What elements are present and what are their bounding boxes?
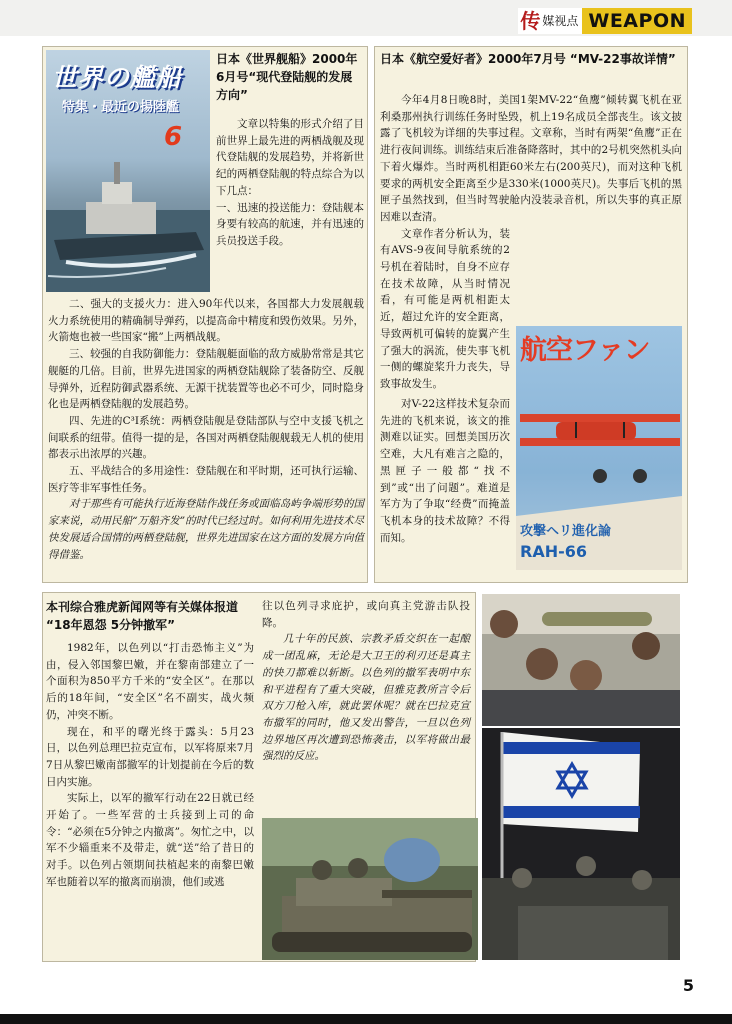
paragraph: 二、强大的支援火力：进入90年代以来，各国都大力发展舰载火力系统使用的精确制导弹药，以提高命中精度和毁伤效果。另外，火箭炮也被一些国家“搬”上两栖战舰。 [48,298,364,344]
paragraph: 对于那些有可能执行近海登陆作战任务或面临岛屿争端形势的国家来说，动用民船“万船齐发”的时代已经过时。如何利用先进技术尽快发展适合国情的两栖登陆舰，世界先进国家在这方面的发展方向值得借鉴。 [48,498,364,561]
article1-title: 日本《世界舰船》2000年6月号“现代登陆舰的发展方向” [216,52,358,102]
logo-zh: 传 [520,9,541,33]
page-number: 5 [682,976,694,995]
paragraph: 五、平战结合的多用途性：登陆舰在和平时期，还可执行运输、医疗等非军事性任务。 [48,465,364,494]
crowd-photo [482,594,680,726]
cover-title: 航空ファン [520,335,650,366]
logo-sub: 媒视点 [542,8,582,34]
paragraph: 1982年，以色列以“打击恐怖主义”为由，侵入邻国黎巴嫩，并在黎南部建立了一个面积为850平方千米的“安全区”。在那以后的18年间，“安全区”名不副实，战火频仍，冲突不断。 [46,642,254,721]
section-logo [518,8,692,34]
paragraph: 三、较强的自我防御能力：登陆舰艇面临的敌方威胁常常是其它舰艇的几倍。目前，世界先进国家的两栖登陆舰除了装备防空、反舰导弹外，近程防御武器系统、无源干扰装置等也必不可少，同时隐身化也是两栖登陆舰的发展趋势。 [48,348,364,411]
paragraph: 实际上，以军的撤军行动在22日就已经开始了。一些军营的士兵接到上司的命令：“必须在5分钟之内撤离”。匆忙之中，以军不少辎重来不及带走，就“送”给了昔日的对手。以色列占领期间扶植起来的南黎巴嫩军也随着以军的撤离而崩溃，他们或逃 [46,792,254,888]
magazine-cover-aviation [516,326,682,570]
article2-body-italic [380,396,510,546]
paragraph: 往以色列寻求庇护，或向真主党游击队投降。 [262,600,470,629]
article3-title: 本刊综合雅虎新闻网等有关媒体报道 “18年恩怨 5分钟撤军” [46,600,239,632]
paragraph: 几十年的民族、宗教矛盾交织在一起酿成一团乱麻，无论是大卫王的利刃还是真主的快刀都难以斩断。以色列的撤军表明中东和平进程有了重大突破，但雅克教所言令后双方刀枪入库，就此罢休呢？就在巴拉克宣布撤军的同时，他又发出警告，一旦以色列边界地区再次遭到恐怖袭击，以军将做出最强烈的反应。 [262,633,470,763]
article2-title: 日本《航空爱好者》2000年7月号 “MV-22事故详情” [380,52,676,66]
paragraph: 四、先进的C³I系统：两栖登陆舰是登陆部队与空中支援飞机之间联系的纽带。值得一提的是，各国对两栖登陆舰舰载无人机的使用都表示出浓厚的兴趣。 [48,414,364,461]
paragraph: 一、迅速的投送能力：登陆舰本身要有较高的航速，并有迅速的兵员投送手段。 [216,201,364,247]
paragraph: 文章以特集的形式介绍了目前世界上最先进的两栖战舰及现代登陆舰的发展趋势，并将新世纪的两栖登陆舰的特点综合为以下几点： [216,118,364,197]
cover-issue: 6 [164,122,183,152]
cover-title: 世界の艦船 [52,63,183,92]
tank-photo [262,818,478,960]
paragraph: 文章作者分析认为，装有AVS-9夜间导航系统的2号机在着陆时，自身不应存在技术故障，从当时情况看，有可能是两机相距太近，超过允许的安全距离，导致两机可偏转的旋翼产生了强大的涡流，使失事飞机一侧的螺旋桨升力丧失，导致事故发生。 [380,227,510,390]
paragraph: 对V-22这样技术复杂而先进的飞机来说，该文的推测难以证实。回想美国历次空难，大凡有难言之隐的，黑匣子一般都“找不到”或“出了问题”。难道是军方为了争取“经费”而掩盖飞机本身的技术故障？不得而知。 [380,398,510,544]
article3-col2 [262,598,470,765]
paragraph: 现在，和平的曙光终于露头：5月23日，以色列总理巴拉克宣布，以军将原来7月7日从黎巴嫩南部撤军的计划提前在今后的数日内实施。 [46,725,254,788]
paragraph: 今年4月8日晚8时，美国1架MV-22“鱼鹰”倾转翼飞机在亚利桑那州执行训练任务时坠毁，机上19名成员全部丧生。该文披露了飞机较为详细的失事过程。文章称，当时有两架“鱼鹰”正在进行夜间训练。训练结束后准备降落时，其中的2号机突然机头向下着火爆炸。当时两机相距60米左右(200英尺)，而对这种飞机要求的两机安全距离至少是330米(1000英尺)。失事后飞机的黑匣子虽然找到，但当时驾驶舱内没装录音机，所以失事的真正原因难以查清。 [380,94,682,223]
ship-illustration [46,50,210,292]
bottom-bar [0,1014,732,1024]
logo-en: WEAPON [582,8,692,34]
article1-body-bottom [48,296,364,563]
israeli-flag-photo [482,728,680,960]
cover-code: RAH-66 [520,542,587,561]
magazine-cover-ships [46,50,210,292]
cover-subtitle: 攻撃ヘリ進化論 [520,524,612,539]
cover-subtitle: 特集・最近の揚陸艦 [62,100,180,115]
article1-body-top [216,116,364,250]
article3-col1 [46,640,254,891]
